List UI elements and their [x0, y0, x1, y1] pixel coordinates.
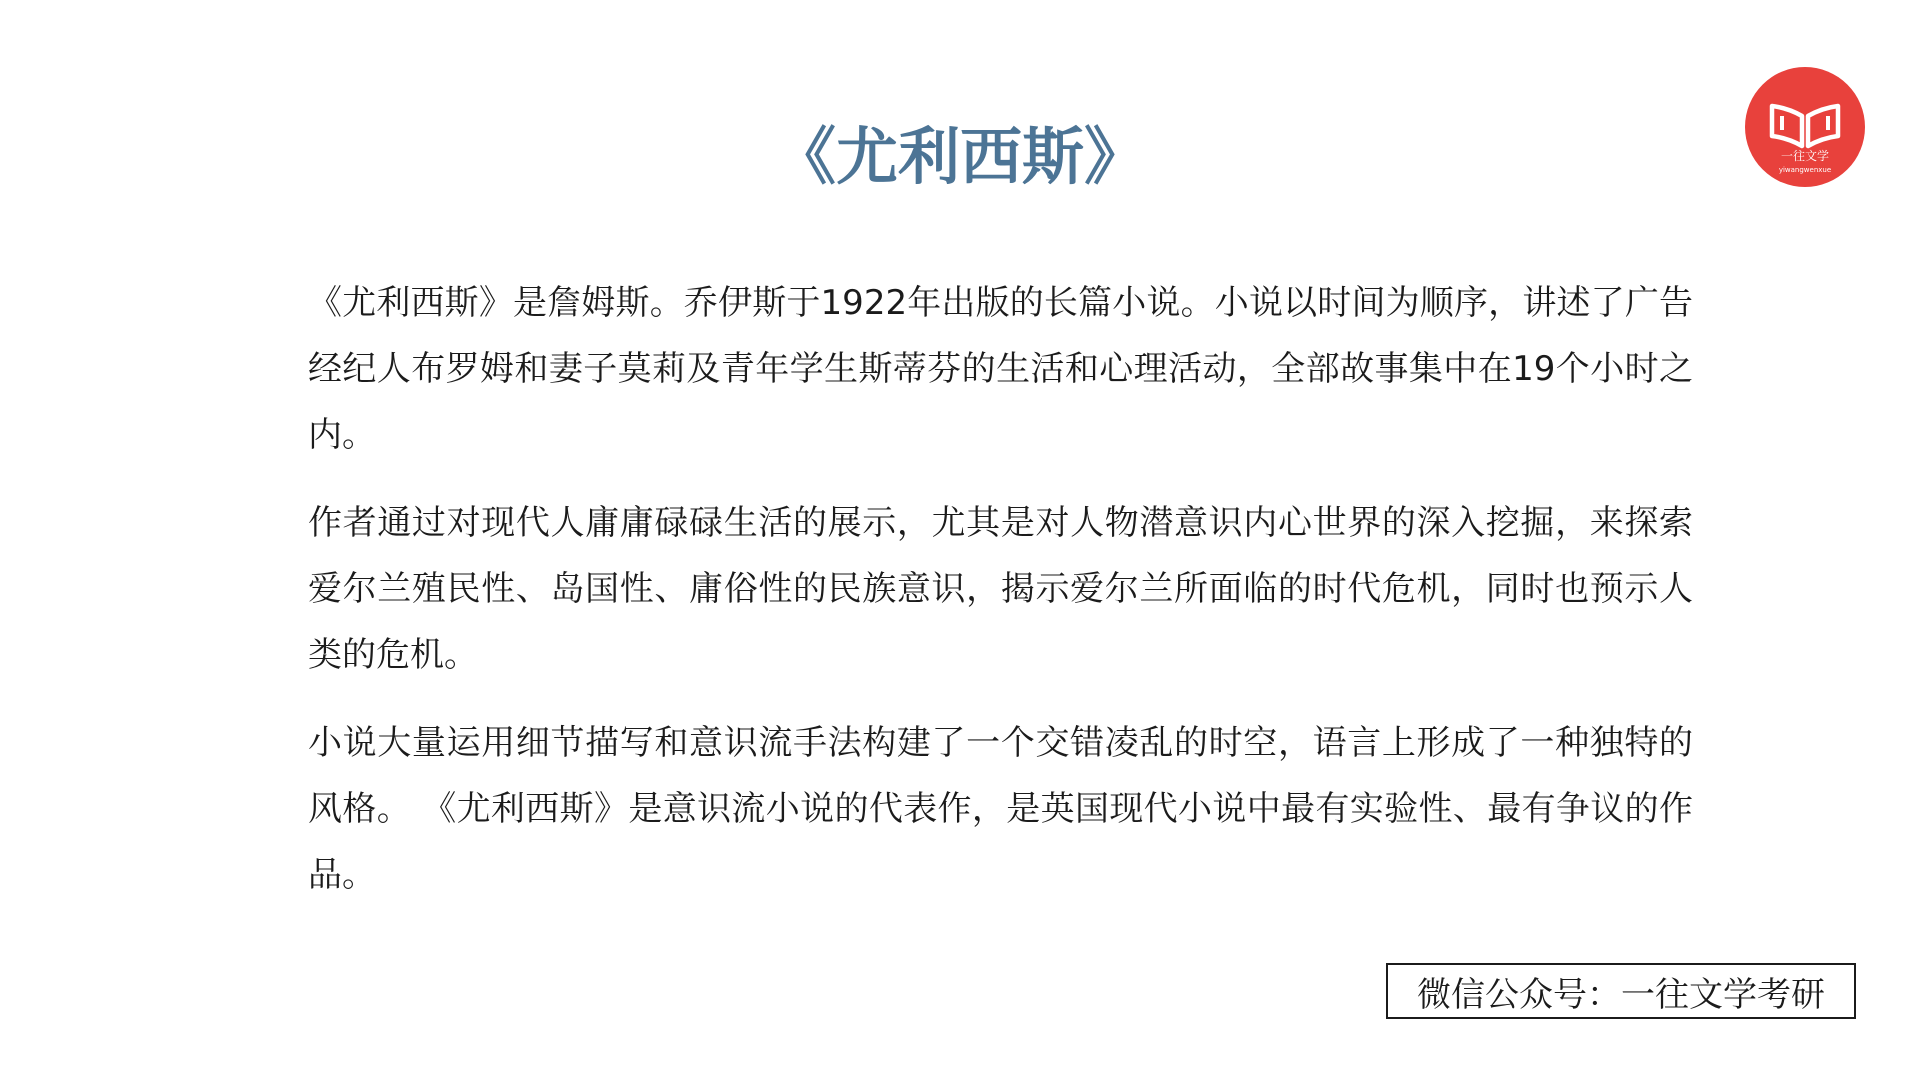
logo-name: 一往文学	[1780, 149, 1830, 163]
paragraph-intro: 《尤利西斯》是詹姆斯。乔伊斯于1922年出版的长篇小说。小说以时间为顺序，讲述了广告经纪人布罗姆和妻子莫莉及青年学生斯蒂芬的生活和心理活动，全部故事集中在19个小时之内。	[308, 283, 1693, 455]
open-book-icon	[1744, 66, 1866, 188]
body-text	[308, 270, 1693, 930]
wechat-account-label: 微信公众号：一往文学考研	[1386, 963, 1856, 1019]
logo-pinyin: yiwangwenxue	[1778, 166, 1832, 174]
page-title: 《尤利西斯》	[773, 120, 1146, 193]
paragraph-theme: 作者通过对现代人庸庸碌碌生活的展示，尤其是对人物潜意识内心世界的深入挖掘，来探索爱尔兰殖民性、岛国性、庸俗性的民族意识，揭示爱尔兰所面临的时代危机，同时也预示人类的危机。	[308, 503, 1693, 675]
paragraph-style: 小说大量运用细节描写和意识流手法构建了一个交错凌乱的时空，语言上形成了一种独特的风格。 《尤利西斯》是意识流小说的代表作，是英国现代小说中最有实验性、最有争议的作品。	[308, 723, 1693, 895]
brand-logo	[1744, 66, 1866, 188]
